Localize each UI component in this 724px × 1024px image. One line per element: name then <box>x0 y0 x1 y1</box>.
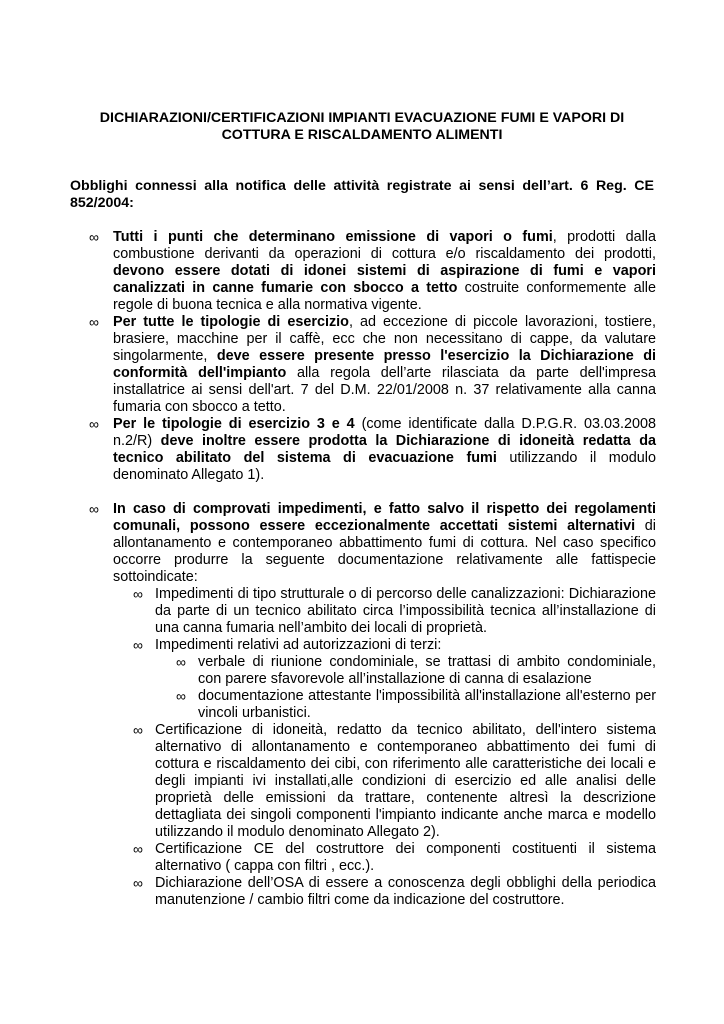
infinity-bullet-icon: ∞ <box>89 501 99 517</box>
infinity-bullet-icon: ∞ <box>176 654 186 670</box>
infinity-bullet-icon: ∞ <box>176 688 186 704</box>
sub-item-text: Impedimenti relativi ad autorizzazioni di terzi: <box>155 637 442 653</box>
page-title: DICHIARAZIONI/CERTIFICAZIONI IMPIANTI EVACUAZIONE FUMI E VAPORI DI COTTURA E RISCALDAMENTO ALIMENTI <box>99 110 625 143</box>
item-text: utilizzando il modulo denominato Allegato 1). <box>113 450 656 483</box>
item-text: alla regola dell’arte rilasciata da parte dell'impresa installatrice ai sensi dell'art. 7 del D.M. 22/01/2008 n. 37 relativamente alla canna fumaria con sbocco a tetto. <box>113 365 656 415</box>
infinity-bullet-icon: ∞ <box>133 637 143 653</box>
infinity-bullet-icon: ∞ <box>133 586 143 602</box>
infinity-bullet-icon: ∞ <box>89 416 99 432</box>
list-item <box>89 501 656 909</box>
nested-item-text: verbale di riunione condominiale, se trattasi di ambito condominiale, con parere sfavorevole all’installazione di canna di esalazione <box>198 654 656 687</box>
sub-item-text: Dichiarazione dell’OSA di essere a conoscenza degli obblighi della periodica manutenzione / cambio filtri come da indicazione del costruttore. <box>155 875 656 908</box>
nested-list-item <box>176 688 656 722</box>
sub-list-item <box>133 586 656 637</box>
item-text: , ad eccezione di piccole lavorazioni, tostiere, brasiere, macchine per il caffè, ecc che non necessitano di cappe, da valutare singolarmente, <box>113 314 656 364</box>
sub-list-item <box>133 722 656 841</box>
sub-item-text: Certificazione CE del costruttore dei componenti costituenti il sistema alternativo ( cappa con filtri , ecc.). <box>155 841 656 874</box>
sub-list-item <box>133 841 656 875</box>
sub-list-item <box>133 875 656 909</box>
item-text: (come identificate dalla D.P.G.R. 03.03.2008 n.2/R) <box>113 416 656 449</box>
sub-list-item <box>133 637 656 654</box>
item-bold-text: In caso di comprovati impedimenti, e fatto salvo il rispetto dei regolamenti comunali, possono essere eccezionalmente accettati sistemi alternativi <box>113 501 656 534</box>
item-text: costruite conformemente alle regole di buona tecnica e alla normativa vigente. <box>113 280 656 313</box>
sub-item-text: Impedimenti di tipo strutturale o di percorso delle canalizzazioni: Dichiarazione da parte di un tecnico abilitato circa l’impossibilità tecnica all’installazione di una canna fumaria nell’ambito dei locali di proprietà. <box>155 586 656 636</box>
item-bold-text: Per le tipologie di esercizio 3 e 4 <box>113 416 355 432</box>
infinity-bullet-icon: ∞ <box>89 229 99 245</box>
nested-item-text: documentazione attestante l'impossibilità all'installazione all'esterno per vincoli urbanistici. <box>198 688 656 721</box>
infinity-bullet-icon: ∞ <box>133 841 143 857</box>
item-text: , prodotti dalla combustione derivanti da operazioni di cottura e/o riscaldamento dei prodotti, <box>113 229 656 262</box>
nested-list-item <box>176 654 656 688</box>
item-bold-text: devono essere dotati di idonei sistemi di aspirazione di fumi e vapori canalizzati in canne fumarie con sbocco a tetto <box>113 263 656 296</box>
item-bold-text: deve essere presente presso l'esercizio la Dichiarazione di conformità dell'impianto <box>113 348 656 381</box>
intro-heading: Obblighi connessi alla notifica delle attività registrate ai sensi dell’art. 6 Reg. CE 852/2004: <box>70 178 654 211</box>
item-bold-text: Tutti i punti che determinano emissione di vapori o fumi <box>113 229 553 245</box>
item-text: di allontanamento e contemporaneo abbattimento fumi di cottura. Nel caso specifico occorre produrre la seguente documentazione relativamente alle fattispecie sottoindicate: <box>113 518 656 585</box>
item-bold-text: Per tutte le tipologie di esercizio <box>113 314 349 330</box>
infinity-bullet-icon: ∞ <box>89 314 99 330</box>
infinity-bullet-icon: ∞ <box>133 875 143 891</box>
sub-item-text: Certificazione di idoneità, redatto da tecnico abilitato, dell'intero sistema alternativo di allontanamento e contemporaneo abbattimento dei fumi di cottura e riscaldamento dei cibi, con riferimento alle caratteristiche dei locali e degli impianti ivi installati,alle condizioni di esercizio ed alle analisi delle proprietà delle emissioni da trattare, contenente altresì la descrizione dettagliata dei singoli componenti l'impianto indicante anche marca e modello utilizzando il modulo denominato Allegato 2). <box>155 722 656 840</box>
bullet-list <box>0 229 724 909</box>
list-item <box>89 229 656 314</box>
item-bold-text: deve inoltre essere prodotta la Dichiarazione di idoneità redatta da tecnico abilitato del sistema di evacuazione fumi <box>113 433 657 466</box>
list-item <box>89 314 656 416</box>
infinity-bullet-icon: ∞ <box>133 722 143 738</box>
list-item <box>89 416 657 484</box>
